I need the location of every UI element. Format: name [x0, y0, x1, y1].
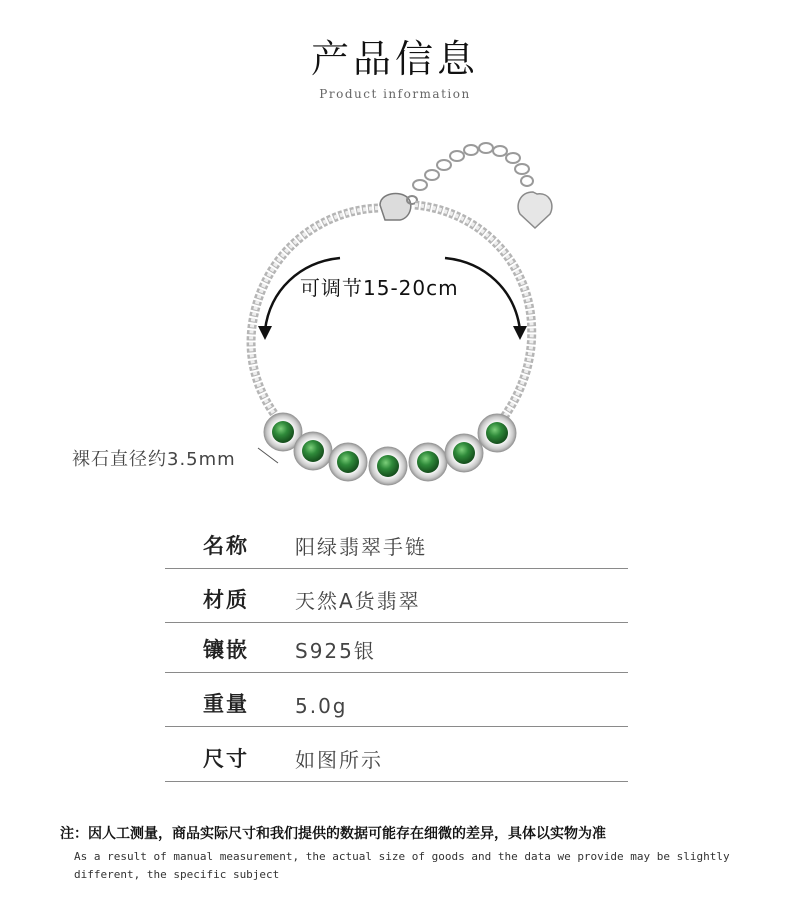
- adjustable-length-label: 可调节15-20cm: [300, 276, 459, 300]
- jade-stone: [369, 447, 407, 485]
- jade-stone: [478, 414, 516, 452]
- spec-value: 5.0g: [295, 694, 348, 718]
- stone-pointer-line: [258, 448, 278, 463]
- spec-row-weight: [165, 676, 628, 727]
- lobster-clasp-icon: [380, 194, 417, 220]
- extension-chain: [413, 143, 533, 190]
- spec-row-size: [165, 731, 628, 782]
- spec-row-setting: [165, 622, 628, 673]
- spec-key: 材质: [203, 588, 249, 612]
- spec-key: 镶嵌: [203, 638, 249, 662]
- spec-key: 尺寸: [203, 747, 249, 771]
- spec-row-name: [165, 518, 628, 569]
- spec-key: 名称: [203, 534, 249, 558]
- jade-stone: [409, 443, 447, 481]
- page-subtitle: Product information: [319, 87, 471, 101]
- heart-charm-icon: [518, 192, 552, 228]
- right-arrowhead-icon: [513, 326, 527, 340]
- jade-stone: [445, 434, 483, 472]
- measurement-note-cn: 注：因人工测量，商品实际尺寸和我们提供的数据可能存在细微的差异，具体以实物为准: [60, 826, 606, 842]
- spec-value: 天然A货翡翠: [295, 589, 421, 613]
- jade-stones: [264, 413, 516, 485]
- measurement-note-en: As a result of manual measurement, the actual size of goods and the data we provide may be slightly different, the specific subject: [74, 850, 730, 881]
- stone-diameter-label: 裸石直径约3.5mm: [72, 449, 236, 470]
- jade-stone: [294, 432, 332, 470]
- spec-value: S925银: [295, 639, 376, 663]
- left-arrowhead-icon: [258, 326, 272, 340]
- spec-value: 阳绿翡翠手链: [295, 535, 427, 559]
- page-title: 产品信息: [310, 37, 479, 81]
- spec-key: 重量: [203, 692, 249, 716]
- spec-row-material: [165, 572, 628, 623]
- spec-value: 如图所示: [295, 748, 383, 772]
- jade-stone: [329, 443, 367, 481]
